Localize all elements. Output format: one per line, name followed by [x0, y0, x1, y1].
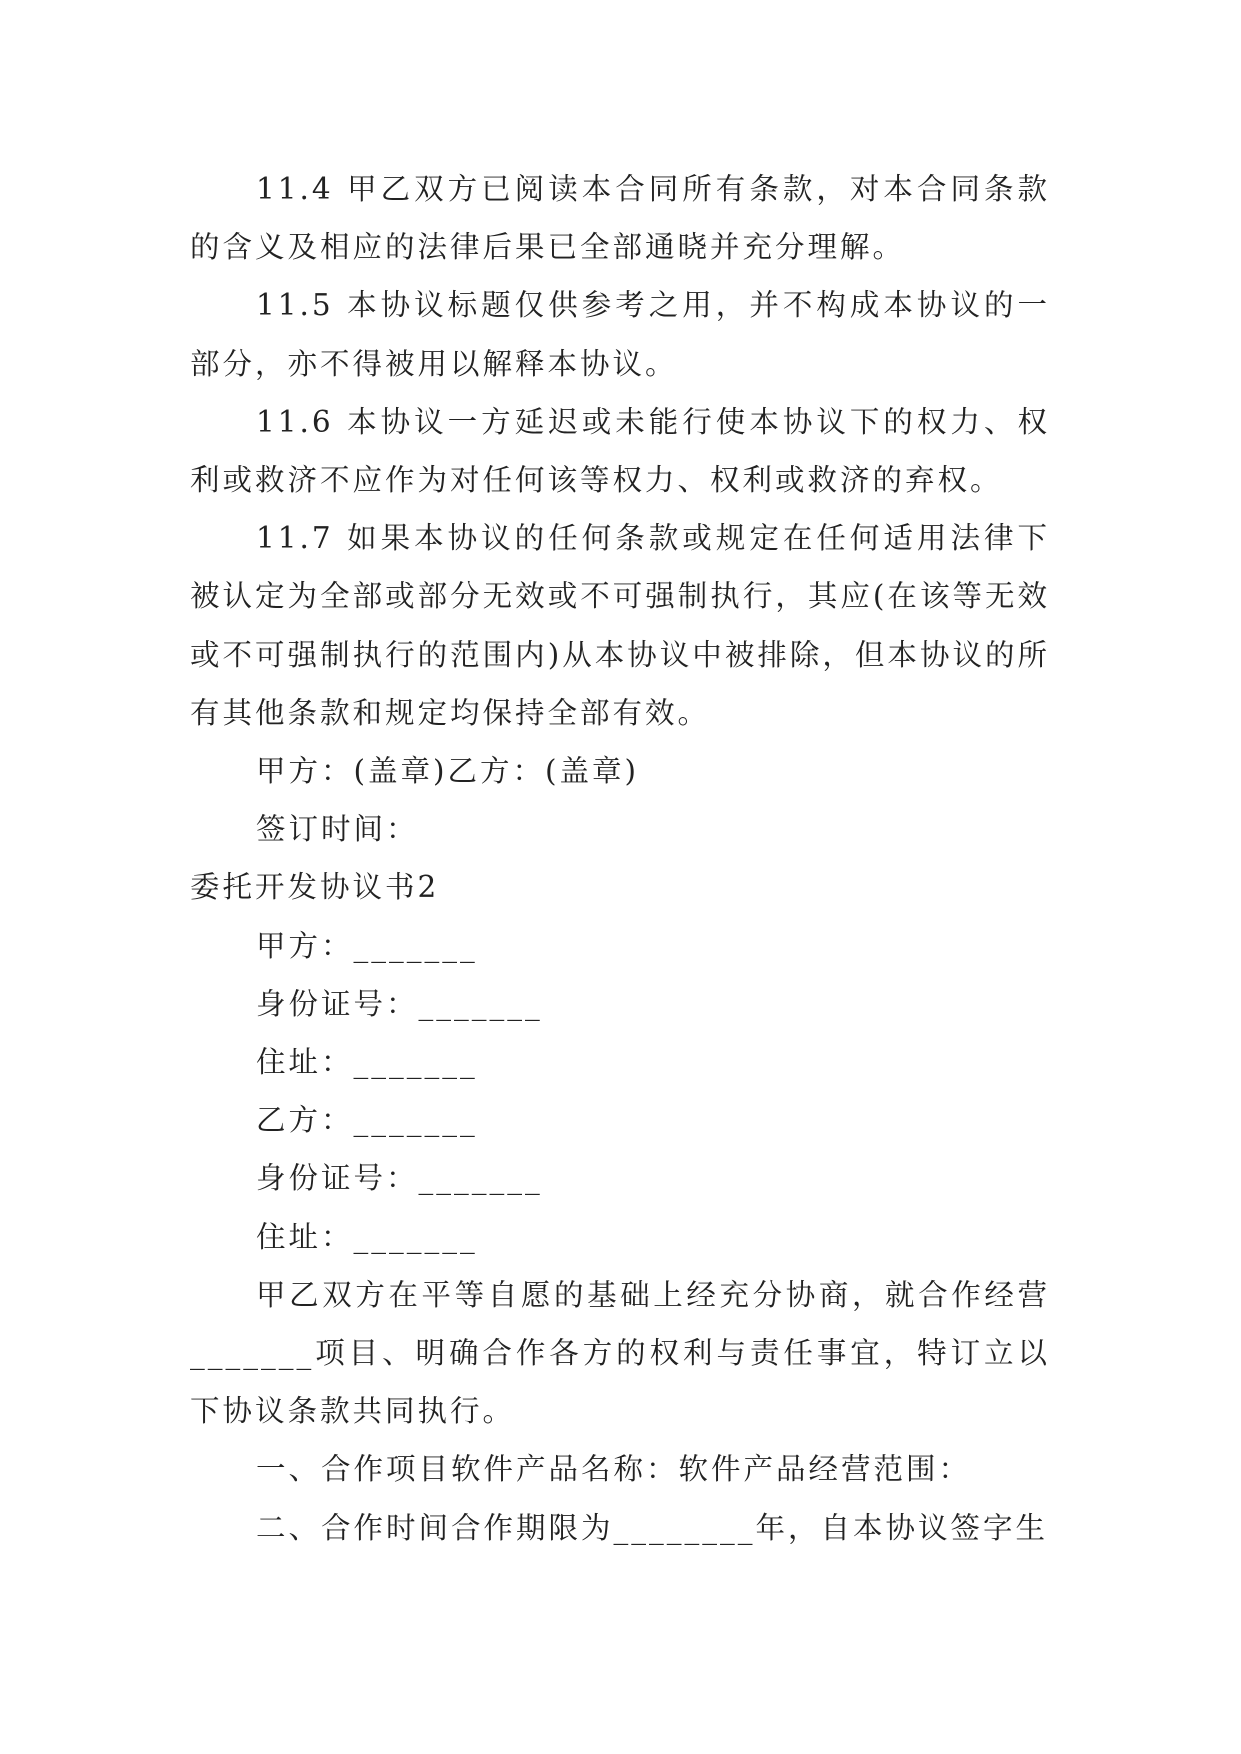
clause-11-7: 11.7 如果本协议的任何条款或规定在任何适用法律下被认定为全部或部分无效或不可强制执行，其应(在该等无效或不可强制执行的范围内)从本协议中被排除，但本协议的所有其他条款和规定均保持全部有效。 — [190, 521, 1050, 730]
party-a-id-number: 身份证号：_______ — [256, 986, 543, 1021]
clause-11-5: 11.5 本协议标题仅供参考之用，并不构成本协议的一部分，亦不得被用以解释本协议。 — [190, 288, 1050, 381]
party-a-name: 甲方：_______ — [256, 928, 478, 963]
article-1-project: 一、合作项目软件产品名称：软件产品经营范围： — [256, 1452, 972, 1487]
document-body — [190, 160, 1050, 1557]
party-b-address: 住址：_______ — [256, 1219, 478, 1254]
signing-date-line: 签订时间： — [256, 812, 419, 847]
article-2-term: 二、合作时间合作期限为________年，自本协议签字生 — [256, 1510, 1049, 1545]
clause-11-6: 11.6 本协议一方延迟或未能行使本协议下的权力、权利或救济不应作为对任何该等权力、权利或救济的弃权。 — [190, 404, 1050, 498]
clause-11-4: 11.4 甲乙双方已阅读本合同所有条款，对本合同条款的含义及相应的法律后果已全部通晓并充分理解。 — [190, 172, 1050, 265]
agreement-preamble: 甲乙双方在平等自愿的基础上经充分协商，就合作经营_______项目、明确合作各方的权利与责任事宜，特订立以下协议条款共同执行。 — [190, 1277, 1050, 1429]
party-b-id-number: 身份证号：_______ — [256, 1161, 543, 1196]
signature-line: 甲方：(盖章)乙方：(盖章) — [256, 754, 640, 789]
party-b-name: 乙方：_______ — [256, 1103, 478, 1138]
section-title: 委托开发协议书2 — [190, 870, 440, 905]
party-a-address: 住址：_______ — [256, 1045, 478, 1080]
